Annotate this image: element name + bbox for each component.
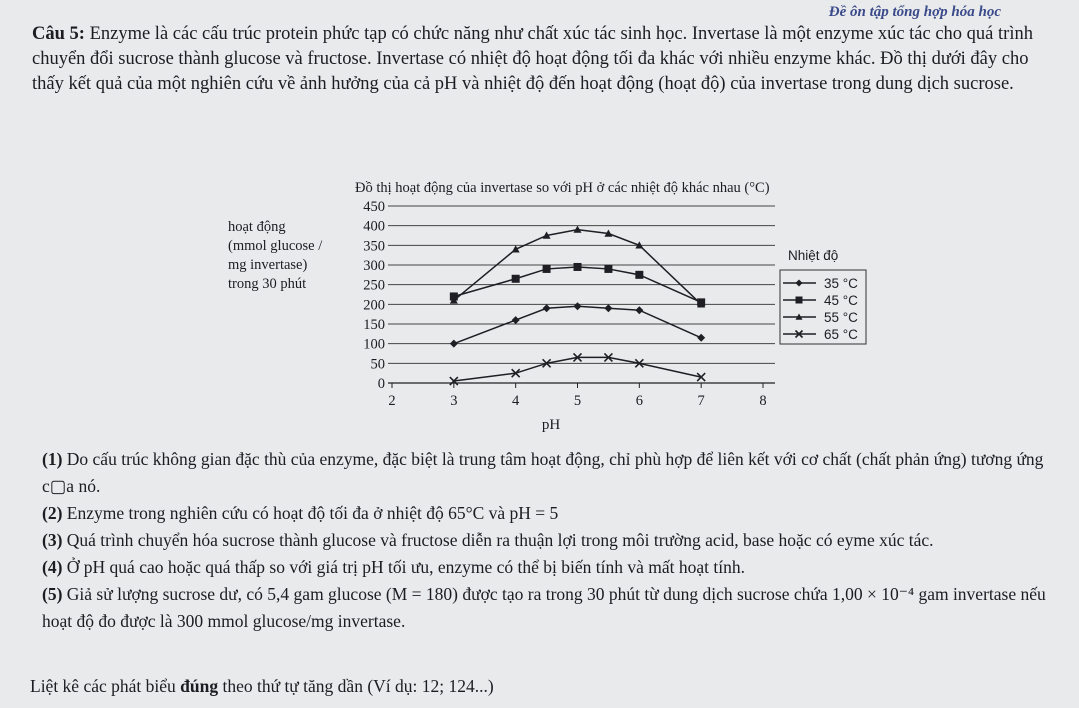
series-line-3: [454, 357, 701, 381]
y-tick-label: 400: [363, 218, 385, 235]
data-point: [574, 302, 582, 310]
x-tick-label: 2: [388, 393, 396, 409]
x-tick-label: 7: [697, 393, 705, 409]
statements-list: [42, 446, 1052, 635]
question-label: Câu 5:: [32, 24, 85, 44]
x-axis-label: pH: [541, 417, 561, 433]
legend-marker: [796, 297, 803, 304]
data-point: [604, 265, 612, 273]
question-intro: Enzyme là các cấu trúc protein phức tạp có chức năng như chất xúc tác sinh học. Invertase là một enzyme xúc tác cho quá trình chuyển đổi sucrose thành glucose và fructose. Invertase có nhiệt độ hoạt động tối đa khác với nhiều enzyme khác. Đồ thị dưới đây cho thấy kết quả của một nghiên cứu về ảnh hưởng của cả pH và nhiệt độ đến hoạt động (hoạt độ) của invertase trong dung dịch sucrose.: [32, 24, 1033, 94]
x-tick-label: 4: [512, 393, 520, 409]
data-point: [543, 304, 551, 312]
statement-4: (4) Ở pH quá cao hoặc quá thấp so với giá trị pH tối ưu, enzyme có thể bị biến tính và mất hoạt tính.: [42, 557, 746, 577]
y-tick-label: 50: [370, 356, 385, 373]
y-axis-label-line: trong 30 phút: [228, 276, 307, 292]
y-axis-label-line: (mmol glucose /: [228, 238, 323, 254]
data-point: [574, 263, 582, 271]
final-bold-word: đúng: [180, 676, 219, 696]
data-point: [697, 334, 705, 342]
chart-title: Đồ thị hoạt động của invertase so với pH ở các nhiệt độ khác nhau (°C): [355, 180, 770, 196]
data-point: [450, 340, 458, 348]
legend-marker: [796, 280, 803, 287]
series-line-0: [454, 306, 701, 343]
data-point: [635, 271, 643, 279]
x-tick-label: 6: [635, 393, 643, 409]
legend-label: 65 °C: [824, 327, 858, 342]
data-point: [604, 304, 612, 312]
y-tick-label: 200: [363, 297, 385, 314]
y-axis-label-line: hoạt động: [228, 219, 286, 235]
legend-label: 35 °C: [824, 276, 858, 291]
data-point: [512, 245, 520, 252]
data-point: [543, 265, 551, 273]
legend-title: Nhiệt độ: [788, 248, 839, 263]
y-tick-label: 350: [363, 238, 385, 255]
statement-3: (3) Quá trình chuyển hóa sucrose thành glucose và fructose diễn ra thuận lợi trong môi trường acid, base hoặc có eyme xúc tác.: [42, 530, 934, 550]
y-tick-label: 100: [363, 336, 385, 353]
statement-5: (5) Giả sử lượng sucrose dư, có 5,4 gam glucose (M = 180) được tạo ra trong 30 phút từ dung dịch sucrose chứa 1,00 × 10⁻⁴ gam invertase nếu hoạt độ đo được là 300 mmol glucose/mg invertase.: [42, 584, 1046, 631]
y-tick-label: 450: [363, 199, 385, 215]
x-tick-label: 3: [450, 393, 458, 409]
final-instruction: Liệt kê các phát biểu đúng theo thứ tự tăng dần (Ví dụ: 12; 124...): [30, 676, 494, 696]
y-tick-label: 0: [377, 376, 385, 392]
data-point: [512, 316, 520, 324]
y-axis-label-line: mg invertase): [228, 257, 308, 273]
data-point: [635, 306, 643, 314]
y-tick-label: 150: [363, 317, 385, 333]
y-tick-label: 250: [363, 277, 385, 294]
data-point: [512, 275, 520, 283]
statement-2: (2) Enzyme trong nghiên cứu có hoạt độ tối đa ở nhiệt độ 65°C và pH = 5: [42, 503, 559, 523]
x-tick-label: 5: [573, 393, 582, 409]
statement-1: (1) Do cấu trúc không gian đặc thù của enzyme, đặc biệt là trung tâm hoạt động, chỉ phù hợp để liên kết với cơ chất (chất phản ứng) tương ứng c▢a nó.: [42, 449, 1044, 496]
legend-label: 55 °C: [824, 310, 858, 325]
header-note: Đề ôn tập tổng hợp hóa học: [828, 4, 1001, 20]
data-point: [574, 226, 582, 233]
y-tick-label: 300: [363, 258, 385, 274]
legend-label: 45 °C: [824, 293, 858, 308]
x-tick-label: 8: [759, 393, 767, 409]
